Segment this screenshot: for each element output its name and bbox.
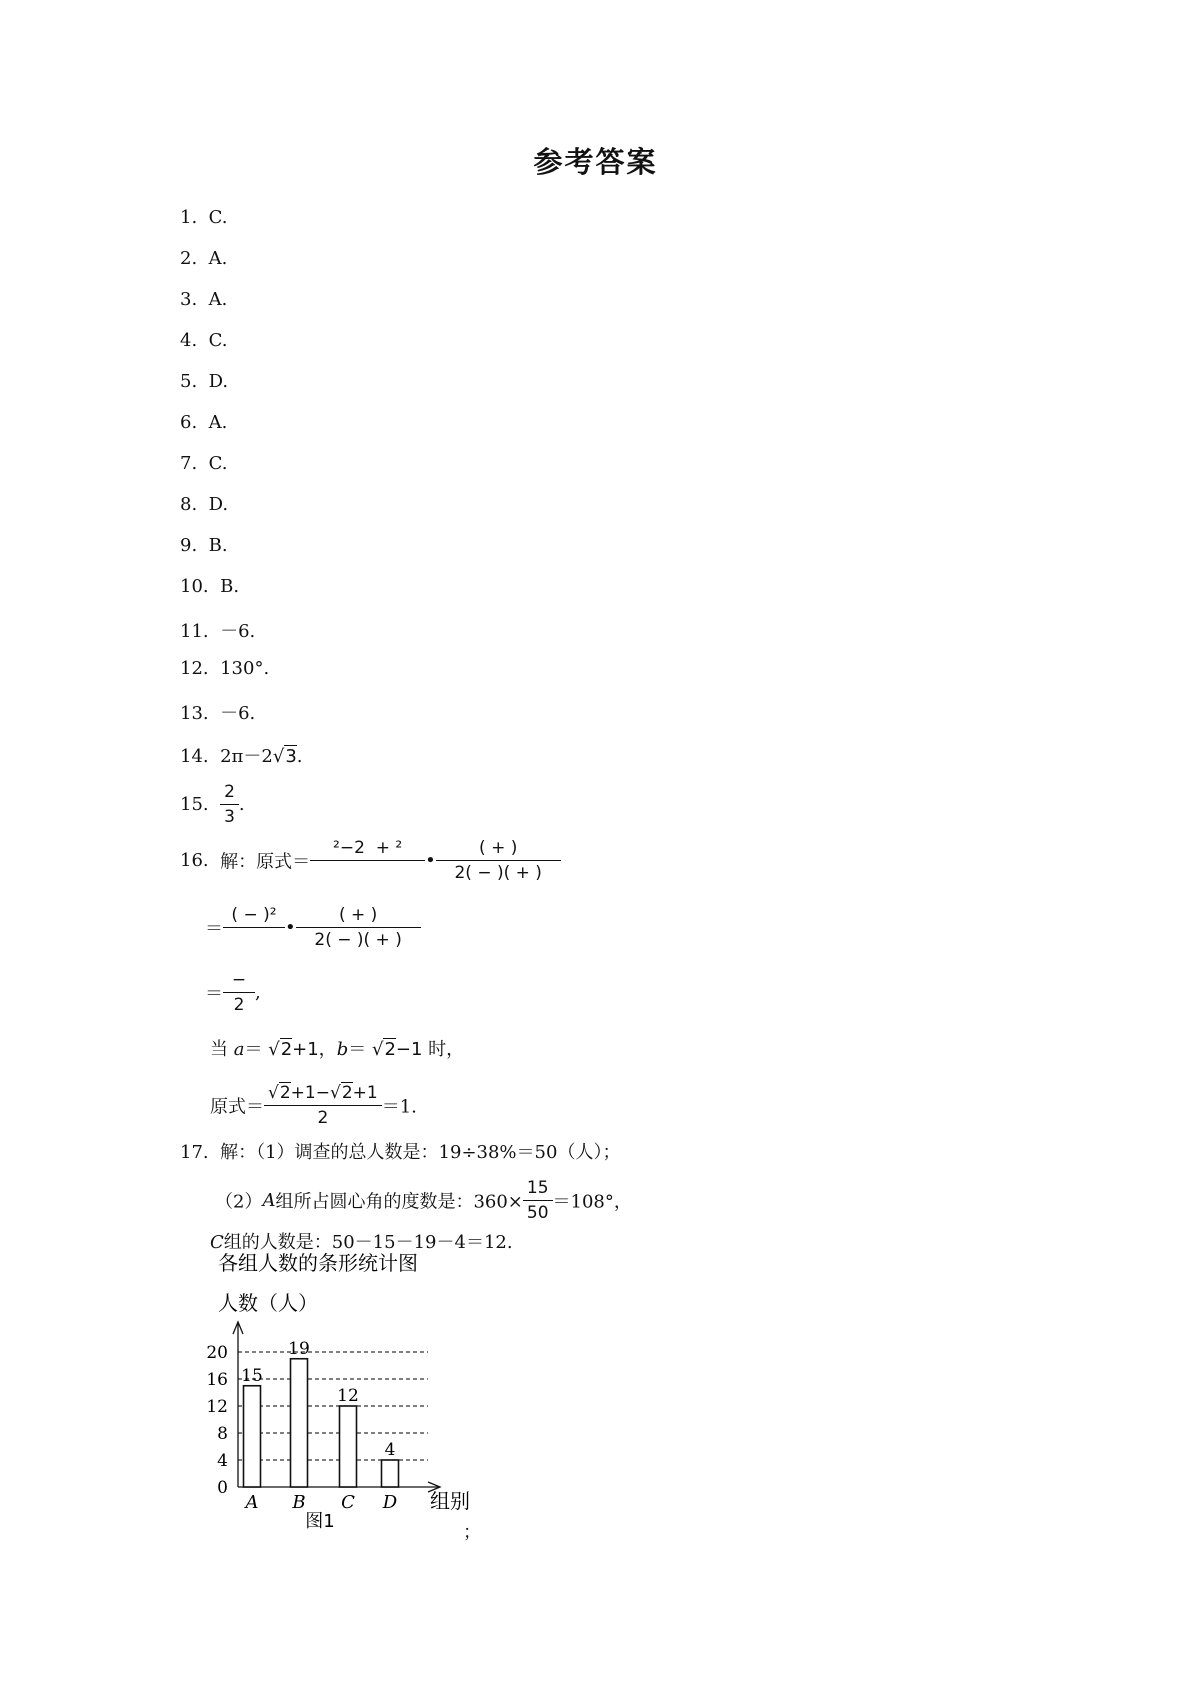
bar: [244, 1386, 261, 1487]
answer-item: [180, 207, 228, 228]
fraction-1: ²−2 + ²: [310, 838, 425, 883]
answer-item: [180, 576, 239, 597]
fraction-6: $\frac{√2+1-√2+1}{2}$: [264, 1083, 382, 1128]
data-label: 15: [241, 1365, 263, 1386]
answer-value: －6.: [220, 703, 256, 724]
answer-value: C.: [208, 453, 228, 474]
answer-14: 14. 2π－2√3.: [180, 746, 303, 767]
answer-number: 10.: [180, 576, 209, 597]
x-tick-label: D: [382, 1492, 398, 1513]
fraction-2-3: $\frac{2}{3}$: [220, 782, 239, 827]
answer-15: 15. $\frac{2}{3}$ .: [180, 782, 245, 827]
answer-item: [180, 494, 228, 515]
answer-item: [180, 699, 255, 725]
bar: [291, 1359, 308, 1487]
answer-17-line3: C组的人数是：50－15－19－4＝12.: [210, 1232, 513, 1253]
answer-value: A.: [208, 412, 228, 433]
y-tick-label: 8: [217, 1424, 228, 1444]
answer-16-line5: 原式＝ $\frac{√2+1-√2+1}{2}$ ＝1.: [210, 1083, 417, 1128]
answer-number: 8.: [180, 494, 198, 515]
answer-value: A.: [208, 289, 228, 310]
answer-value: A.: [208, 248, 228, 269]
chart-caption: 图1: [305, 1511, 335, 1530]
answer-item: [180, 453, 228, 474]
answer-item: [180, 412, 227, 433]
answer-item: [180, 371, 228, 392]
answer-number: 3.: [180, 289, 198, 310]
answer-value: －6.: [220, 621, 256, 642]
answer-16-line4: 当 a＝ √2+1，b＝ √2−1 时，: [210, 1039, 465, 1060]
y-tick-label: 4: [217, 1451, 228, 1471]
answer-number: 6.: [180, 412, 198, 433]
fraction-5: $\frac{-}{2}$: [223, 970, 255, 1015]
page-title: 参考答案: [533, 145, 658, 179]
fraction-15-50: $\frac{15}{50}$: [523, 1178, 553, 1223]
answer-value: D.: [208, 371, 229, 392]
semicolon: ；: [463, 1522, 481, 1543]
answer-number: 13.: [180, 703, 209, 724]
answer-number: 9.: [180, 535, 198, 556]
data-label: 12: [337, 1386, 359, 1406]
answer-item: [180, 289, 227, 310]
data-label: 19: [288, 1338, 310, 1359]
answer-16-line3: ＝ $\frac{-}{2}$ ,: [205, 970, 261, 1015]
answer-number: 1.: [180, 207, 198, 228]
answer-value: C.: [208, 207, 228, 228]
fraction-2: $\frac{( + )}{2( - )( + )}$: [436, 838, 561, 883]
answer-item: [180, 330, 228, 351]
answer-item: [180, 535, 228, 556]
fraction-3: ( − )²: [223, 905, 285, 950]
answer-number: 11.: [180, 621, 209, 642]
y-tick-label: 0: [217, 1478, 228, 1498]
bar-chart: [200, 1250, 490, 1530]
answer-value: D.: [208, 494, 229, 515]
answer-value: 130°.: [220, 658, 270, 679]
answer-16-line1: 16. 解：原式＝ ²−2 + ² • $\frac{( + )}{2( - )( + )}$: [180, 838, 561, 883]
x-tick-label: A: [245, 1492, 259, 1513]
y-tick-label: 20: [206, 1343, 228, 1363]
answer-17-line1: 17. 解：（1）调查的总人数是：19÷38%＝50（人）；: [180, 1142, 621, 1163]
answer-16-line2: ＝ ( − )² • $\frac{( + )}{2( - )( + )}$: [205, 905, 421, 950]
answer-number: 4.: [180, 330, 198, 351]
bar: [340, 1406, 357, 1487]
answer-17-line2: （2）A组所占圆心角的度数是：360× $\frac{15}{50}$ ＝108°，: [215, 1178, 632, 1223]
fraction-4: $\frac{( + )}{2( - )( + )}$: [296, 905, 421, 950]
answer-item: [180, 658, 269, 679]
y-tick-label: 12: [206, 1397, 228, 1417]
sqrt-3: √3: [272, 746, 297, 767]
x-tick-label: C: [341, 1492, 355, 1513]
bar: [382, 1460, 399, 1487]
answer-number: 2.: [180, 248, 198, 269]
answer-value: B.: [220, 576, 240, 597]
chart-title: 各组人数的条形统计图: [218, 1251, 418, 1275]
y-axis-label: 人数（人）: [218, 1291, 318, 1315]
answer-number: 12.: [180, 658, 209, 679]
answer-number: 5.: [180, 371, 198, 392]
answer-number: 7.: [180, 453, 198, 474]
x-axis-label: 组别: [430, 1489, 470, 1513]
data-label: 4: [384, 1440, 396, 1460]
answer-value: B.: [208, 535, 228, 556]
x-tick-label: B: [292, 1492, 306, 1513]
answer-item: [180, 617, 255, 643]
y-tick-label: 16: [206, 1370, 228, 1390]
answer-item: [180, 248, 227, 269]
answer-value: C.: [208, 330, 228, 351]
